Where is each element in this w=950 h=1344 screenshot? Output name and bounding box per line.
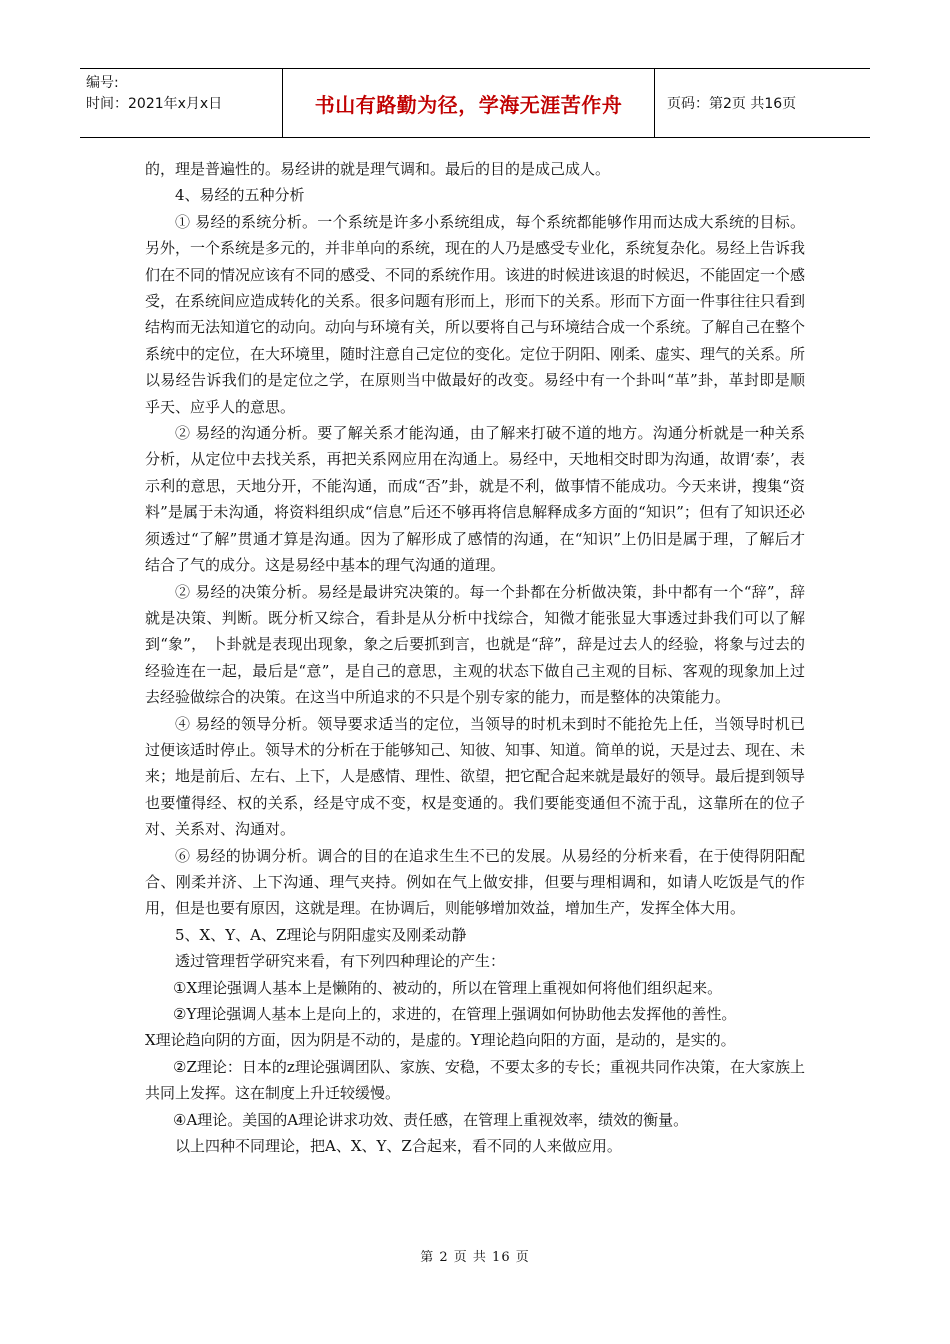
body-paragraph: ⑥ 易经的协调分析。调合的目的在追求生生不已的发展。从易经的分析来看，在于使得阴阳配合、刚柔并济、上下沟通、理气夹持。例如在气上做安排，但要与理相调和，如请人吃饭是气的作用，但是也要有原因，这就是理。在协调后，则能够增加效益，增加生产，发挥全体大用。 — [145, 846, 805, 918]
body-paragraph: ②Y理论强调人基本上是向上的，求进的，在管理上强调如何协助他去发挥他的善性。 — [173, 1005, 737, 1023]
footer-page-number: 第 2 页 共 16 页 — [420, 1250, 530, 1265]
document-body — [145, 156, 805, 1159]
body-paragraph: 以上四种不同理论，把A、X、Y、Z合起来，看不同的人来做应用。 — [175, 1137, 622, 1156]
body-paragraph: ② 易经的沟通分析。要了解关系才能沟通，由了解来打破不道的地方。沟通分析就是一种关系分析，从定位中去找关系，再把关系网应用在沟通上。易经中，天地相交时即为沟通，故谓‘泰’，表示利的意思，天地分开，不能沟通，而成“否”卦，就是不利，做事情不能成功。今天来讲，搜集“资料”是属于未沟通，将资料组织成“信息”后还不够再将信息解释成多方面的“知识”；但有了知识还必须透过“了解”贯通才算是沟通。因为了解形成了感情的沟通，在“知识”上仍旧是属于理，了解后才结合了气的成分。这是易经中基本的理气沟通的道理。 — [145, 424, 805, 575]
header-page-number: 页码：第2页 共16页 — [667, 96, 797, 112]
page-footer — [0, 1246, 950, 1265]
header-meta — [80, 69, 283, 137]
body-paragraph: ② 易经的决策分析。易经是最讲究决策的。每一个卦都在分析做决策，卦中都有一个“辞”，辞就是决策、判断。既分析又综合，看卦是从分析中找综合，知微才能张显大事透过卦我们可以了解到“象”， 卜卦就是表现出现象，象之后要抓到言，也就是“辞”，辞是过去人的经验，将象与过去的经验连在一起，最后是“意”，是自己的意思，主观的状态下做自己主观的目标、客观的现象加上过去经验做综合的决策。在这当中所追求的不只是个别专家的能力，而是整体的决策能力。 — [145, 582, 805, 707]
document-number-label: 编号: — [86, 75, 119, 91]
section-heading: 5、X、Y、A、Z理论与阴阳虚实及刚柔动静 — [175, 925, 467, 944]
header-motto: 书山有路勤为径，学海无涯苦作舟 — [314, 92, 623, 117]
body-paragraph: ④A理论。美国的A理论讲求功效、责任感，在管理上重视效率，绩效的衡量。 — [173, 1110, 689, 1129]
body-paragraph: ① 易经的系统分析。一个系统是许多小系统组成，每个系统都能够作用而达成大系统的目标。另外，一个系统是多元的，并非单向的系统，现在的人乃是感受专业化，系统复杂化。易经上告诉我们在不同的情况应该有不同的感受、不同的系统作用。该进的时候进该退的时候迟，不能固定一个感受，在系统间应造成转化的关系。很多问题有形而上，形而下的关系。形而下方面一件事往往只看到结构而无法知道它的动向。动向与环境有关，所以要将自己与环境结合成一个系统。了解自己在整个系统中的定位，在大环境里，随时注意自己定位的变化。定位于阴阳、刚柔、虚实、理气的关系。所以易经告诉我们的是定位之学，在原则当中做最好的改变。易经中有一个卦叫“革”卦，革封即是顺乎天、应乎人的意思。 — [145, 212, 806, 416]
document-time-label: 时间：2021年x月x日 — [86, 96, 223, 112]
page-header — [80, 68, 870, 138]
body-paragraph: X理论趋向阴的方面，因为阴是不动的，是虚的。Y理论趋向阳的方面，是动的，是实的。 — [145, 1031, 736, 1050]
body-paragraph: 的，理是普遍性的。易经讲的就是理气调和。最后的目的是成己成人。 — [145, 160, 611, 178]
body-paragraph: 透过管理哲学研究来看，有下列四种理论的产生： — [175, 952, 506, 971]
body-paragraph: ④ 易经的领导分析。领导要求适当的定位，当领导的时机未到时不能抢先上任，当领导时机已过便该适时停止。领导术的分析在于能够知己、知彼、知事、知道。简单的说，天是过去、现在、未来；地是前后、左右、上下，人是感情、理性、欲望，把它配合起来就是最好的领导。最后提到领导也要懂得经、权的关系，经是守成不变，权是变通的。我们要能变通但不流于乱，这靠所在的位子对、关系对、沟通对。 — [145, 714, 806, 839]
header-page-cell — [655, 69, 870, 137]
header-motto-cell — [283, 69, 655, 137]
body-paragraph: ②Z理论：日本的z理论强调团队、家族、安稳，不要太多的专长；重视共同作决策，在大家族上共同上发挥。这在制度上升迁较缓慢。 — [145, 1057, 805, 1103]
body-paragraph: ①X理论强调人基本上是懒陏的、被动的，所以在管理上重视如何将他们组织起来。 — [173, 978, 723, 997]
section-heading: 4、易经的五种分析 — [175, 186, 305, 205]
